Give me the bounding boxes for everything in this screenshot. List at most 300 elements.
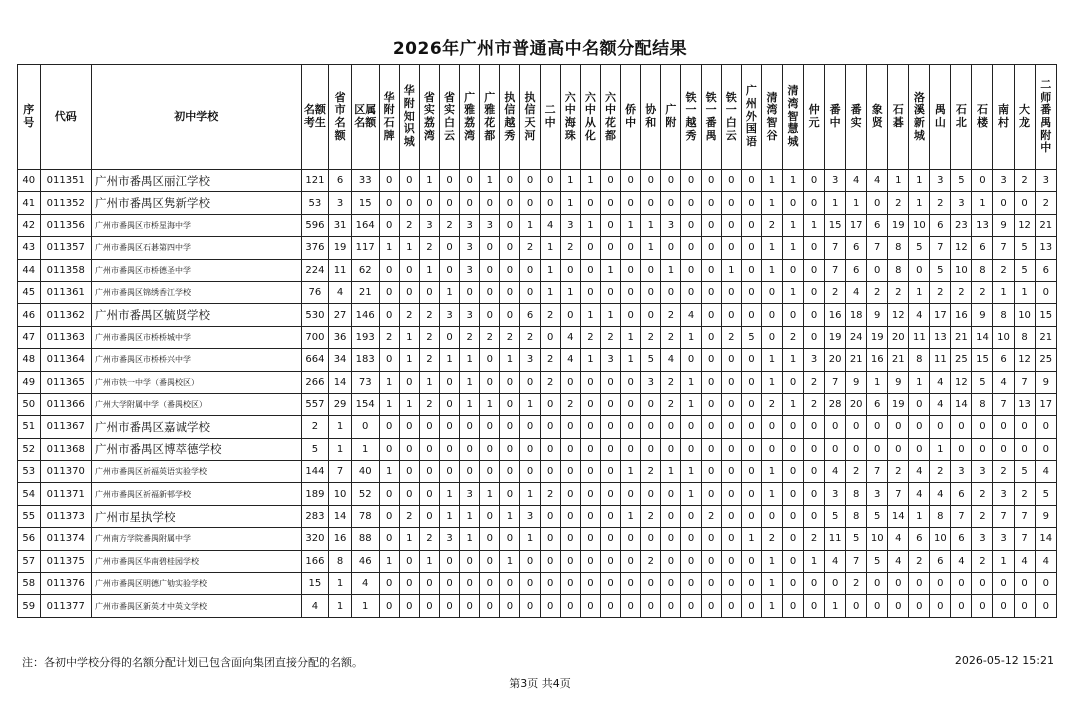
table-row bbox=[18, 214, 1057, 236]
allocation-cell: 0 bbox=[439, 461, 459, 483]
allocation-cell: 1 bbox=[661, 461, 681, 483]
allocation-cell: 0 bbox=[621, 237, 641, 259]
column-header: 区属名额 bbox=[351, 65, 379, 170]
column-header: 番中 bbox=[825, 65, 846, 170]
allocation-cell: 164 bbox=[351, 214, 379, 236]
allocation-cell: 0 bbox=[867, 573, 888, 595]
allocation-cell: 4 bbox=[825, 550, 846, 572]
allocation-cell: 0 bbox=[783, 595, 804, 617]
allocation-cell: 0 bbox=[460, 595, 480, 617]
allocation-cell: 0 bbox=[580, 237, 600, 259]
allocation-cell: 0 bbox=[804, 281, 825, 303]
table-row bbox=[18, 550, 1057, 572]
allocation-cell: 0 bbox=[379, 349, 399, 371]
allocation-cell: 16 bbox=[825, 304, 846, 326]
allocation-cell: 4 bbox=[825, 461, 846, 483]
allocation-cell: 0 bbox=[741, 573, 761, 595]
allocation-cell: 0 bbox=[419, 192, 439, 214]
column-header: 铁一越秀 bbox=[681, 65, 701, 170]
allocation-cell: 1 bbox=[621, 505, 641, 527]
allocation-cell: 3 bbox=[930, 170, 951, 192]
allocation-cell: 0 bbox=[701, 281, 721, 303]
allocation-cell: 1 bbox=[783, 214, 804, 236]
allocation-cell: 0 bbox=[621, 393, 641, 415]
allocation-cell: 0 bbox=[1014, 573, 1035, 595]
allocation-cell: 2 bbox=[930, 461, 951, 483]
allocation-cell: 4 bbox=[846, 281, 867, 303]
allocation-cell: 0 bbox=[993, 192, 1014, 214]
allocation-cell: 1 bbox=[993, 281, 1014, 303]
allocation-cell: 0 bbox=[480, 416, 500, 438]
allocation-cell: 2 bbox=[993, 461, 1014, 483]
allocation-cell: 1 bbox=[600, 259, 620, 281]
allocation-cell: 0 bbox=[600, 192, 620, 214]
row-number-cell: 54 bbox=[18, 483, 41, 505]
allocation-cell: 62 bbox=[351, 259, 379, 281]
allocation-cell: 5 bbox=[1014, 461, 1035, 483]
allocation-cell: 3 bbox=[460, 483, 480, 505]
allocation-cell: 0 bbox=[741, 416, 761, 438]
allocation-cell: 0 bbox=[580, 281, 600, 303]
allocation-cell: 1 bbox=[761, 237, 782, 259]
allocation-cell: 0 bbox=[540, 505, 560, 527]
allocation-cell: 1 bbox=[783, 237, 804, 259]
allocation-cell: 0 bbox=[909, 438, 930, 460]
table-row bbox=[18, 237, 1057, 259]
allocation-cell: 0 bbox=[351, 416, 379, 438]
allocation-cell: 0 bbox=[500, 304, 520, 326]
allocation-cell: 11 bbox=[825, 528, 846, 550]
allocation-cell: 0 bbox=[804, 416, 825, 438]
allocation-cell: 0 bbox=[951, 416, 972, 438]
footnote: 注：各初中学校分得的名额分配计划已包含面向集团直接分配的名额。 bbox=[22, 656, 363, 669]
allocation-cell: 0 bbox=[419, 416, 439, 438]
allocation-cell: 0 bbox=[540, 595, 560, 617]
allocation-cell: 0 bbox=[681, 595, 701, 617]
allocation-cell: 0 bbox=[540, 170, 560, 192]
allocation-cell: 0 bbox=[480, 505, 500, 527]
allocation-cell: 23 bbox=[951, 214, 972, 236]
allocation-cell: 0 bbox=[701, 573, 721, 595]
allocation-cell: 0 bbox=[480, 438, 500, 460]
allocation-cell: 0 bbox=[681, 214, 701, 236]
allocation-cell: 2 bbox=[661, 304, 681, 326]
allocation-cell: 1 bbox=[1014, 281, 1035, 303]
allocation-cell: 0 bbox=[741, 371, 761, 393]
table-row bbox=[18, 393, 1057, 415]
allocation-cell: 1 bbox=[580, 304, 600, 326]
school-name-cell: 广州市番禺区市桥德圣中学 bbox=[91, 259, 301, 281]
allocation-cell: 0 bbox=[480, 550, 500, 572]
allocation-cell: 3 bbox=[867, 483, 888, 505]
allocation-cell: 1 bbox=[500, 550, 520, 572]
allocation-cell: 9 bbox=[888, 371, 909, 393]
allocation-cell: 1 bbox=[909, 371, 930, 393]
allocation-cell: 0 bbox=[741, 259, 761, 281]
allocation-cell: 0 bbox=[930, 416, 951, 438]
allocation-cell: 2 bbox=[761, 393, 782, 415]
allocation-cell: 0 bbox=[972, 416, 993, 438]
allocation-cell: 1 bbox=[972, 192, 993, 214]
allocation-cell: 19 bbox=[888, 393, 909, 415]
allocation-cell: 2 bbox=[888, 461, 909, 483]
allocation-cell: 0 bbox=[520, 573, 540, 595]
column-header: 省实荔湾 bbox=[419, 65, 439, 170]
allocation-cell: 0 bbox=[661, 170, 681, 192]
school-name-cell: 广州市番禺区丽江学校 bbox=[91, 170, 301, 192]
allocation-cell: 0 bbox=[993, 573, 1014, 595]
column-header: 番实 bbox=[846, 65, 867, 170]
allocation-cell: 1 bbox=[681, 371, 701, 393]
allocation-cell: 0 bbox=[560, 416, 580, 438]
allocation-cell: 0 bbox=[681, 505, 701, 527]
allocation-cell: 21 bbox=[351, 281, 379, 303]
allocation-cell: 7 bbox=[993, 393, 1014, 415]
allocation-cell: 9 bbox=[846, 371, 867, 393]
column-header: 二师番禺附中 bbox=[1035, 65, 1056, 170]
allocation-cell: 0 bbox=[500, 461, 520, 483]
allocation-cell: 20 bbox=[888, 326, 909, 348]
allocation-cell: 0 bbox=[439, 416, 459, 438]
allocation-cell: 1 bbox=[329, 438, 352, 460]
allocation-cell: 2 bbox=[972, 483, 993, 505]
allocation-cell: 0 bbox=[661, 438, 681, 460]
allocation-cell: 15 bbox=[825, 214, 846, 236]
allocation-cell: 0 bbox=[641, 573, 661, 595]
school-name-cell: 广州市番禺区祈福英语实验学校 bbox=[91, 461, 301, 483]
allocation-cell: 1 bbox=[761, 461, 782, 483]
allocation-cell: 1 bbox=[351, 595, 379, 617]
allocation-cell: 0 bbox=[480, 192, 500, 214]
allocation-cell: 0 bbox=[560, 371, 580, 393]
allocation-cell: 0 bbox=[379, 483, 399, 505]
allocation-cell: 16 bbox=[867, 349, 888, 371]
allocation-cell: 14 bbox=[329, 505, 352, 527]
allocation-cell: 0 bbox=[641, 304, 661, 326]
column-header: 执信天河 bbox=[520, 65, 540, 170]
allocation-cell: 0 bbox=[741, 461, 761, 483]
allocation-cell: 1 bbox=[379, 371, 399, 393]
allocation-cell: 1 bbox=[681, 483, 701, 505]
allocation-cell: 0 bbox=[600, 170, 620, 192]
allocation-cell: 7 bbox=[825, 371, 846, 393]
allocation-cell: 0 bbox=[951, 595, 972, 617]
allocation-cell: 0 bbox=[379, 304, 399, 326]
school-code-cell: 011375 bbox=[40, 550, 91, 572]
allocation-cell: 0 bbox=[741, 550, 761, 572]
school-code-cell: 011377 bbox=[40, 595, 91, 617]
column-header: 省实白云 bbox=[439, 65, 459, 170]
allocation-cell: 1 bbox=[540, 281, 560, 303]
allocation-cell: 3 bbox=[661, 214, 681, 236]
allocation-cell: 0 bbox=[500, 281, 520, 303]
allocation-cell: 0 bbox=[701, 214, 721, 236]
allocation-cell: 1 bbox=[520, 214, 540, 236]
allocation-cell: 7 bbox=[888, 483, 909, 505]
allocation-cell: 1 bbox=[621, 461, 641, 483]
allocation-cell: 0 bbox=[399, 483, 419, 505]
allocation-cell: 0 bbox=[804, 438, 825, 460]
allocation-cell: 6 bbox=[867, 214, 888, 236]
print-timestamp: 2026-05-12 15:21 bbox=[954, 654, 1054, 667]
allocation-cell: 0 bbox=[783, 192, 804, 214]
allocation-cell: 2 bbox=[540, 304, 560, 326]
allocation-cell: 0 bbox=[909, 393, 930, 415]
allocation-cell: 2 bbox=[641, 461, 661, 483]
table-row bbox=[18, 259, 1057, 281]
allocation-cell: 0 bbox=[701, 304, 721, 326]
allocation-cell: 0 bbox=[379, 170, 399, 192]
allocation-cell: 15 bbox=[351, 192, 379, 214]
allocation-cell: 2 bbox=[419, 304, 439, 326]
row-number-cell: 53 bbox=[18, 461, 41, 483]
allocation-cell: 5 bbox=[930, 259, 951, 281]
allocation-cell: 16 bbox=[329, 528, 352, 550]
table-row bbox=[18, 371, 1057, 393]
allocation-cell: 0 bbox=[783, 573, 804, 595]
allocation-cell: 0 bbox=[600, 528, 620, 550]
allocation-cell: 1 bbox=[540, 259, 560, 281]
allocation-cell: 0 bbox=[681, 259, 701, 281]
allocation-cell: 0 bbox=[439, 393, 459, 415]
allocation-cell: 0 bbox=[500, 438, 520, 460]
school-name-cell: 广州市番禺区市桥桥城中学 bbox=[91, 326, 301, 348]
allocation-cell: 2 bbox=[439, 214, 459, 236]
allocation-cell: 1 bbox=[783, 393, 804, 415]
allocation-cell: 0 bbox=[661, 528, 681, 550]
allocation-cell: 1 bbox=[761, 192, 782, 214]
row-number-cell: 56 bbox=[18, 528, 41, 550]
school-code-cell: 011361 bbox=[40, 281, 91, 303]
allocation-cell: 4 bbox=[1035, 461, 1056, 483]
allocation-cell: 2 bbox=[379, 326, 399, 348]
allocation-cell: 0 bbox=[721, 505, 741, 527]
allocation-cell: 2 bbox=[888, 281, 909, 303]
allocation-cell: 4 bbox=[993, 371, 1014, 393]
allocation-cell: 1 bbox=[761, 349, 782, 371]
school-code-cell: 011364 bbox=[40, 349, 91, 371]
column-header: 大龙 bbox=[1014, 65, 1035, 170]
allocation-cell: 10 bbox=[1014, 304, 1035, 326]
allocation-cell: 3 bbox=[460, 237, 480, 259]
allocation-cell: 9 bbox=[993, 214, 1014, 236]
allocation-cell: 0 bbox=[741, 483, 761, 505]
allocation-cell: 0 bbox=[621, 371, 641, 393]
allocation-cell: 0 bbox=[993, 595, 1014, 617]
allocation-cell: 2 bbox=[761, 528, 782, 550]
allocation-cell: 0 bbox=[560, 573, 580, 595]
allocation-cell: 154 bbox=[351, 393, 379, 415]
allocation-cell: 1 bbox=[993, 550, 1014, 572]
allocation-cell: 25 bbox=[1035, 349, 1056, 371]
allocation-cell: 5 bbox=[825, 505, 846, 527]
allocation-cell: 0 bbox=[379, 438, 399, 460]
allocation-cell: 0 bbox=[379, 416, 399, 438]
allocation-cell: 0 bbox=[641, 483, 661, 505]
allocation-cell: 2 bbox=[972, 281, 993, 303]
allocation-cell: 2 bbox=[661, 371, 681, 393]
allocation-cell: 0 bbox=[741, 349, 761, 371]
allocation-cell: 2 bbox=[721, 326, 741, 348]
allocation-cell: 0 bbox=[399, 461, 419, 483]
allocation-cell: 20 bbox=[825, 349, 846, 371]
allocation-cell: 4 bbox=[560, 326, 580, 348]
allocation-cell: 4 bbox=[540, 214, 560, 236]
allocation-cell: 1 bbox=[439, 349, 459, 371]
allocation-cell: 0 bbox=[439, 438, 459, 460]
allocation-cell: 1 bbox=[804, 214, 825, 236]
school-code-cell: 011362 bbox=[40, 304, 91, 326]
allocation-cell: 0 bbox=[580, 505, 600, 527]
allocation-cell: 5 bbox=[867, 505, 888, 527]
allocation-cell: 1 bbox=[329, 416, 352, 438]
allocation-cell: 78 bbox=[351, 505, 379, 527]
school-code-cell: 011357 bbox=[40, 237, 91, 259]
allocation-cell: 2 bbox=[867, 281, 888, 303]
allocation-cell: 21 bbox=[1035, 326, 1056, 348]
allocation-cell: 12 bbox=[951, 237, 972, 259]
allocation-cell: 0 bbox=[681, 170, 701, 192]
allocation-cell: 557 bbox=[301, 393, 329, 415]
allocation-cell: 0 bbox=[460, 573, 480, 595]
allocation-cell: 0 bbox=[951, 573, 972, 595]
allocation-cell: 0 bbox=[783, 371, 804, 393]
allocation-cell: 224 bbox=[301, 259, 329, 281]
allocation-cell: 5 bbox=[909, 237, 930, 259]
allocation-cell: 4 bbox=[560, 349, 580, 371]
allocation-cell: 0 bbox=[804, 326, 825, 348]
allocation-cell: 0 bbox=[480, 573, 500, 595]
allocation-cell: 7 bbox=[930, 237, 951, 259]
allocation-cell: 0 bbox=[621, 438, 641, 460]
allocation-cell: 0 bbox=[379, 573, 399, 595]
allocation-cell: 2 bbox=[641, 326, 661, 348]
allocation-cell: 1 bbox=[460, 371, 480, 393]
allocation-cell: 1 bbox=[580, 349, 600, 371]
allocation-cell: 0 bbox=[972, 438, 993, 460]
allocation-cell: 2 bbox=[930, 192, 951, 214]
allocation-cell: 0 bbox=[399, 281, 419, 303]
allocation-cell: 0 bbox=[741, 170, 761, 192]
allocation-cell: 1 bbox=[480, 483, 500, 505]
allocation-cell: 17 bbox=[846, 214, 867, 236]
allocation-cell: 0 bbox=[460, 438, 480, 460]
allocation-cell: 0 bbox=[600, 281, 620, 303]
allocation-cell: 0 bbox=[560, 528, 580, 550]
row-number-cell: 52 bbox=[18, 438, 41, 460]
allocation-cell: 1 bbox=[419, 550, 439, 572]
allocation-cell: 0 bbox=[641, 170, 661, 192]
allocation-cell: 13 bbox=[930, 326, 951, 348]
allocation-cell: 1 bbox=[681, 393, 701, 415]
allocation-cell: 0 bbox=[741, 304, 761, 326]
allocation-cell: 3 bbox=[972, 461, 993, 483]
allocation-cell: 0 bbox=[560, 304, 580, 326]
allocation-cell: 7 bbox=[867, 237, 888, 259]
allocation-cell: 0 bbox=[460, 416, 480, 438]
allocation-cell: 3 bbox=[480, 214, 500, 236]
allocation-cell: 0 bbox=[480, 461, 500, 483]
allocation-cell: 7 bbox=[951, 505, 972, 527]
column-header: 广州外国语 bbox=[741, 65, 761, 170]
allocation-cell: 2 bbox=[701, 505, 721, 527]
allocation-cell: 0 bbox=[909, 573, 930, 595]
table-row bbox=[18, 192, 1057, 214]
allocation-cell: 0 bbox=[520, 259, 540, 281]
allocation-cell: 0 bbox=[721, 483, 741, 505]
allocation-cell: 0 bbox=[540, 461, 560, 483]
allocation-cell: 0 bbox=[520, 438, 540, 460]
allocation-cell: 0 bbox=[681, 192, 701, 214]
allocation-cell: 144 bbox=[301, 461, 329, 483]
allocation-cell: 3 bbox=[460, 304, 480, 326]
allocation-cell: 2 bbox=[1014, 483, 1035, 505]
school-code-cell: 011358 bbox=[40, 259, 91, 281]
allocation-cell: 0 bbox=[804, 461, 825, 483]
column-header: 省市名额 bbox=[329, 65, 352, 170]
allocation-cell: 0 bbox=[580, 528, 600, 550]
allocation-cell: 0 bbox=[741, 438, 761, 460]
allocation-cell: 0 bbox=[419, 281, 439, 303]
allocation-cell: 5 bbox=[951, 170, 972, 192]
allocation-cell: 1 bbox=[825, 192, 846, 214]
allocation-cell: 0 bbox=[580, 550, 600, 572]
allocation-cell: 0 bbox=[783, 483, 804, 505]
allocation-cell: 5 bbox=[641, 349, 661, 371]
allocation-cell: 0 bbox=[681, 528, 701, 550]
allocation-cell: 0 bbox=[500, 259, 520, 281]
allocation-cell: 2 bbox=[846, 461, 867, 483]
column-header: 六中从化 bbox=[580, 65, 600, 170]
allocation-cell: 0 bbox=[661, 281, 681, 303]
allocation-table bbox=[17, 64, 1057, 618]
allocation-cell: 0 bbox=[540, 192, 560, 214]
allocation-cell: 13 bbox=[972, 214, 993, 236]
allocation-cell: 6 bbox=[951, 528, 972, 550]
allocation-cell: 183 bbox=[351, 349, 379, 371]
allocation-cell: 0 bbox=[580, 371, 600, 393]
allocation-cell: 0 bbox=[560, 438, 580, 460]
allocation-cell: 2 bbox=[1014, 170, 1035, 192]
allocation-cell: 0 bbox=[560, 505, 580, 527]
allocation-cell: 14 bbox=[972, 326, 993, 348]
allocation-cell: 3 bbox=[520, 349, 540, 371]
allocation-cell: 6 bbox=[867, 393, 888, 415]
allocation-cell: 5 bbox=[301, 438, 329, 460]
allocation-cell: 0 bbox=[641, 416, 661, 438]
allocation-cell: 0 bbox=[480, 281, 500, 303]
allocation-cell: 1 bbox=[661, 259, 681, 281]
allocation-cell: 0 bbox=[379, 192, 399, 214]
table-row bbox=[18, 461, 1057, 483]
allocation-cell: 13 bbox=[1035, 237, 1056, 259]
allocation-cell: 700 bbox=[301, 326, 329, 348]
school-code-cell: 011374 bbox=[40, 528, 91, 550]
table-row bbox=[18, 349, 1057, 371]
allocation-cell: 530 bbox=[301, 304, 329, 326]
allocation-cell: 6 bbox=[993, 349, 1014, 371]
row-number-cell: 49 bbox=[18, 371, 41, 393]
allocation-cell: 1 bbox=[351, 438, 379, 460]
school-name-cell: 广州市番禺区嘉诚学校 bbox=[91, 416, 301, 438]
allocation-cell: 0 bbox=[540, 326, 560, 348]
allocation-cell: 3 bbox=[600, 349, 620, 371]
allocation-cell: 2 bbox=[520, 326, 540, 348]
column-header: 禺山 bbox=[930, 65, 951, 170]
allocation-cell: 2 bbox=[600, 326, 620, 348]
allocation-cell: 0 bbox=[741, 505, 761, 527]
allocation-cell: 1 bbox=[460, 393, 480, 415]
